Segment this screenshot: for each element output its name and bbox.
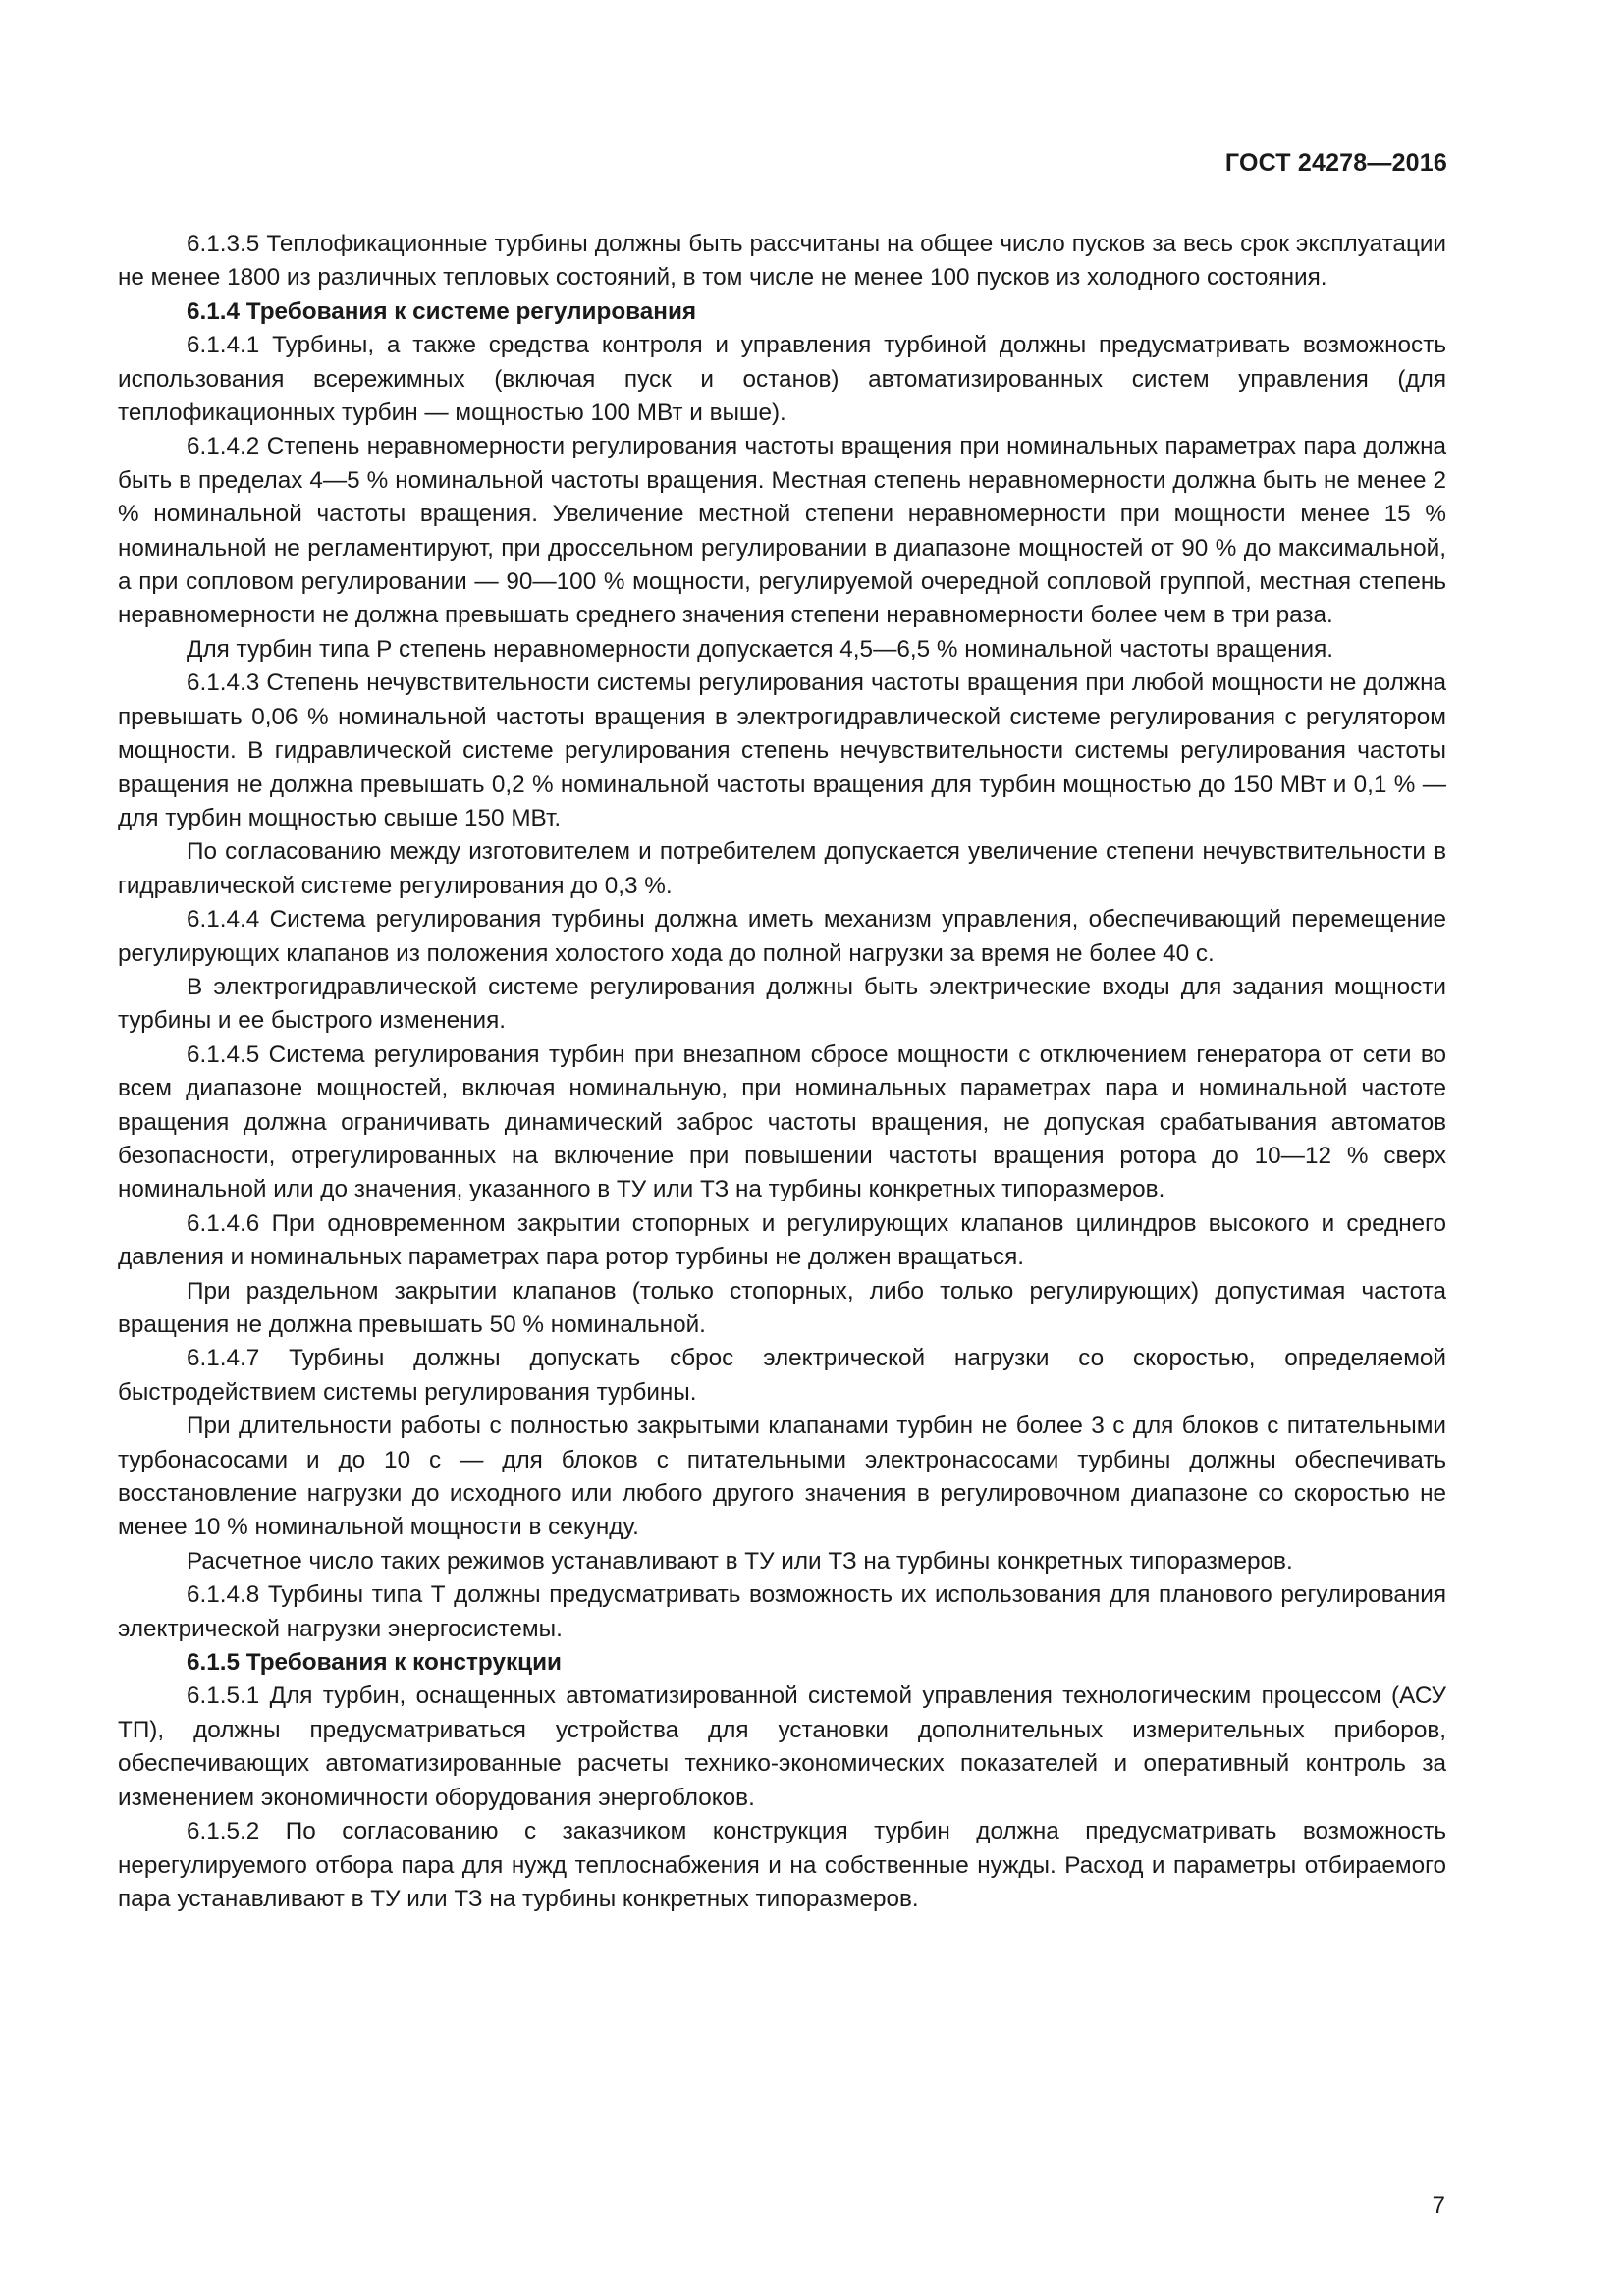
paragraph-electrohydraulic: В электрогидравлической системе регулирования должны быть электрические входы для задания мощности турбины и ее быстрого изменения. — [118, 973, 1446, 1035]
paragraph-modes-count: Расчетное число таких режимов устанавливают в ТУ или ТЗ на турбины конкретных типоразмеров. — [187, 1547, 1293, 1575]
page-number: 7 — [1432, 2192, 1445, 2218]
paragraph-agreement: По согласованию между изготовителем и потребителем допускается увеличение степени нечувствительности в гидравлической системе регулирования до 0,3 %. — [118, 838, 1446, 899]
paragraph-6-1-5-2: 6.1.5.2 По согласованию с заказчиком конструкция турбин должна предусматривать возможность нерегулируемого отбора пара для нужд теплоснабжения и на собственные нужды. Расход и параметры отбираемого пара устанавливают в ТУ или ТЗ на турбины конкретных типоразмеров. — [118, 1818, 1446, 1912]
paragraph-6-1-3-5: 6.1.3.5 Теплофикационные турбины должны быть рассчитаны на общее число пусков за весь срок эксплуатации не менее 1800 из различных тепловых состояний, в том числе не менее 100 пусков из холодного состояния. — [118, 231, 1446, 292]
paragraph-6-1-4-7: 6.1.4.7 Турбины должны допускать сброс электрической нагрузки со скоростью, определяемой быстродействием системы регулирования турбины. — [118, 1345, 1446, 1406]
paragraph-6-1-4-6: 6.1.4.6 При одновременном закрытии стопорных и регулирующих клапанов цилиндров высокого и среднего давления и номинальных параметрах пара ротор турбины не должен вращаться. — [118, 1209, 1446, 1271]
paragraph-6-1-4-3: 6.1.4.3 Степень нечувствительности системы регулирования частоты вращения при любой мощности не должна превышать 0,06 % номинальной частоты вращения в электрогидравлической системе регулирования с регулятором мощности. В гидравлической системе регулирования степень нечувствительности системы регулирования частоты вращения не должна превышать 0,2 % номинальной частоты вращения для турбин мощностью до 150 МВт и 0,1 % — для турбин мощностью свыше 150 МВт. — [118, 669, 1446, 831]
paragraph-6-1-4-1: 6.1.4.1 Турбины, а также средства контроля и управления турбиной должны предусматривать возможность использования всережимных (включая пуск и останов) автоматизированных систем управления (для теплофикационных турбин — мощностью 100 МВт и выше). — [118, 332, 1446, 427]
paragraph-6-1-4-2: 6.1.4.2 Степень неравномерности регулирования частоты вращения при номинальных параметрах пара должна быть в пределах 4—5 % номинальной частоты вращения. Местная степень неравномерности должна быть не менее 2 % номинальной частоты вращения. Увеличение местной степени неравномерности при мощности менее 15 % номинальной не регламентируют, при дроссельном регулировании в диапазоне мощностей от 90 % до максимальной, а при сопловом регулировании — 90—100 % мощности, регулируемой очередной сопловой группой, местная степень неравномерности не должна превышать среднего значения степени неравномерности более чем в три раза. — [118, 433, 1446, 629]
paragraph-6-1-4-8: 6.1.4.8 Турбины типа Т должны предусматривать возможность их использования для планового регулирования электрической нагрузки энергосистемы. — [118, 1581, 1446, 1642]
section-heading-6-1-5: 6.1.5 Требования к конструкции — [187, 1649, 562, 1677]
paragraph-6-1-4-5: 6.1.4.5 Система регулирования турбин при внезапном сбросе мощности с отключением генератора от сети во всем диапазоне мощностей, включая номинальную, при номинальных параметрах пара и номинальной частоте вращения должна ограничивать динамический заброс частоты вращения, не допуская срабатывания автоматов безопасности, отрегулированных на включение при повышении частоты вращения ротора до 10—12 % сверх номинальной или до значения, указанного в ТУ или ТЗ на турбины конкретных типоразмеров. — [118, 1041, 1446, 1203]
paragraph-6-1-4-4: 6.1.4.4 Система регулирования турбины должна иметь механизм управления, обеспечивающий перемещение регулирующих клапанов из положения холостого хода до полной нагрузки за время не более 40 с. — [118, 906, 1446, 967]
paragraph-6-1-5-1: 6.1.5.1 Для турбин, оснащенных автоматизированной системой управления технологическим процессом (АСУ ТП), должны предусматриваться устройства для установки дополнительных измерительных приборов, обеспечивающих автоматизированные расчеты технико-экономических показателей и оперативный контроль за изменением экономичности оборудования энергоблоков. — [118, 1682, 1446, 1811]
document-body — [118, 228, 1446, 1916]
paragraph-work-duration: При длительности работы с полностью закрытыми клапанами турбин не более 3 с для блоков с питательными турбонасосами и до 10 с — для блоков с питательными электронасосами турбины должны обеспечивать восстановление нагрузки до исходного или любого другого значения в регулировочном диапазоне со скоростью не менее 10 % номинальной мощности в секунду. — [118, 1413, 1446, 1541]
paragraph-type-r: Для турбин типа Р степень неравномерности допускается 4,5—6,5 % номинальной частоты вращения. — [187, 635, 1334, 663]
section-heading-6-1-4: 6.1.4 Требования к системе регулирования — [187, 297, 697, 325]
paragraph-separate-closing: При раздельном закрытии клапанов (только стопорных, либо только регулирующих) допустимая частота вращения не должна превышать 50 % номинальной. — [118, 1277, 1446, 1338]
standard-header: ГОСТ 24278—2016 — [1224, 149, 1447, 177]
